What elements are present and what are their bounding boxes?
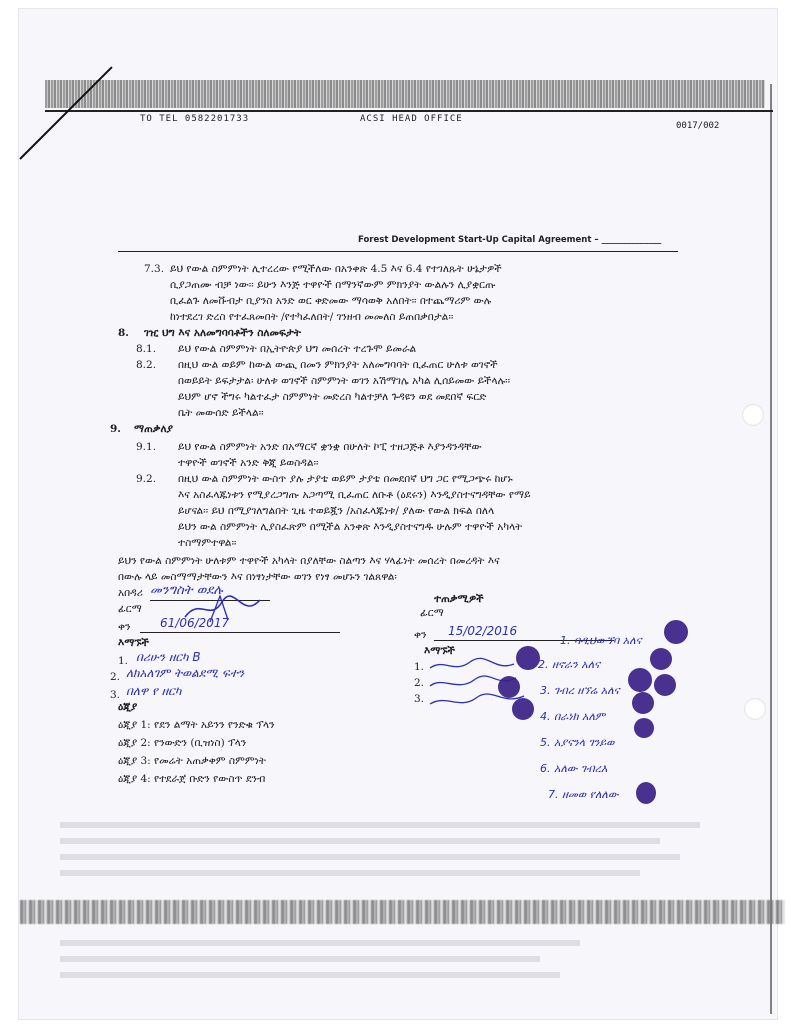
borrowers-sign-label: ፊርማ <box>420 607 444 619</box>
annex-item: ዕጂያ 4: የተደራጀ ቡድን የውስጥ ደንብ <box>118 773 266 785</box>
borrower-name: 2. ዘኖራን አለና <box>538 658 600 671</box>
lender-sign-label: ፊርማ <box>118 603 142 615</box>
clause-9-2-line: በዚህ ውል ስምምነት ውስጥ ያሉ ታያቴ ወይም ታያቴ በመደበኛ ህግ ጋር የሚጋጭሩ ከሆኑ <box>178 473 513 485</box>
bleed-through-line <box>60 854 680 860</box>
clause-7-3-line: ከነተደረገ ድረስ የተፈጸመበት /የተካፈለበት/ ገንዘብ መመለስ ይጠበቃበታል፡፡ <box>170 311 454 323</box>
borrowers-handwritten-date: 15/02/2016 <box>448 624 518 638</box>
header-rule <box>118 251 678 252</box>
fingerprint-stamp <box>632 692 654 714</box>
fax-header-rule <box>45 110 773 112</box>
section-8-title: ገዢ ህግ እና አለመግባባቶችን ስለመፍታት <box>144 327 301 339</box>
clause-9-2-line: ተስማምተዋል፡፡ <box>178 537 237 549</box>
clause-9-1-line: ይህ የውል ስምምነት አንድ በአማርኛ ቋንቋ በሁለት ኮፒ ተዘጋጅቶ እያንዳንዳቸው <box>178 441 482 453</box>
fingerprint-stamp <box>634 718 654 738</box>
running-head: Forest Development Start-Up Capital Agreement – ______________ <box>358 235 662 245</box>
punch-hole <box>742 404 764 426</box>
clause-8-2-line: ቤት መውሰድ ይችላል፡፡ <box>178 407 264 419</box>
fax-office: ACSI HEAD OFFICE <box>360 114 463 124</box>
lender-witness-number: 3. <box>110 689 121 701</box>
fingerprint-stamp <box>650 648 672 670</box>
borrower-name: 5. አያናንላ ገንይወ <box>540 736 615 749</box>
borrowers-witnesses-label: እማኙች <box>424 645 455 657</box>
punch-hole <box>744 698 766 720</box>
fingerprint-stamp <box>664 620 688 644</box>
borrowers-witness-number: 1. <box>414 661 425 673</box>
fingerprint-stamp <box>636 782 656 804</box>
clause-8-2-line: በወይይት ይፍታታል፡ ሁለቱ ወገኖች ስምምነት ወገን አሽማገሌ አካል ሊሰይመው ይችላሉ፡፡ <box>178 375 511 387</box>
closing-line: ይህን የውል ስምምነት ሁለቱም ተዋዮች አካላት በያለቸው ስልጣን እና ሃላፊነት መሰረት በመረዳት እና <box>118 555 500 567</box>
fingerprint-stamp <box>512 698 534 720</box>
fingerprint-stamp <box>498 676 520 698</box>
borrower-name: 3. ገብረ ዘኘሬ አለና <box>540 684 620 697</box>
clause-7-3-number: 7.3. <box>144 263 165 275</box>
bleed-through-line <box>60 956 540 962</box>
lender-role-label: አበዳሪ <box>118 587 143 599</box>
section-8-number: 8. <box>118 327 129 339</box>
lender-witnesses-label: እማኙች <box>118 637 149 649</box>
lender-witness-name: በለዋ የ ዘርካ <box>126 684 182 698</box>
bleed-through-line <box>60 870 640 876</box>
bleed-through-line <box>60 822 700 828</box>
borrowers-witness-number: 3. <box>414 693 425 705</box>
fax-to-tel: TO TEL 0582201733 <box>140 114 250 124</box>
annexes-title: ዕጂያ <box>118 701 138 713</box>
borrowers-witness-number: 2. <box>414 677 425 689</box>
clause-8-1-text: ይህ የውል ስምምነት በኢትዮጵያ ህግ መሰረት ተረጉሞ ይመራል <box>178 343 417 355</box>
bleed-through-line <box>60 838 660 844</box>
clause-7-3-line: ቢፈልጉ ለመቩብታ ቢያንስ አንድ ወር ቀድመው ማሳወቅ አለበት፡፡ በተጨማሪም ውሉ <box>170 295 492 307</box>
clause-9-1-number: 9.1. <box>136 441 157 453</box>
lender-witness-number: 2. <box>110 671 121 683</box>
bleed-through-line <box>60 940 580 946</box>
lender-witness-name: ለክአለገም ትወልደሚ ፍተን <box>126 666 245 680</box>
borrower-name: 1. ባዲህውኘባ አለና <box>560 634 642 647</box>
closing-line: በውሉ ላይ መስማማታቸውን እና በነፃነታቸው ወገን የነፃ መሆኑን ገልጸዋል፡ <box>118 571 397 583</box>
clause-9-2-number: 9.2. <box>136 473 157 485</box>
lender-witness-number: 1. <box>118 655 129 667</box>
fingerprint-stamp <box>516 646 540 670</box>
clause-8-2-line: በዚህ ውል ወይም ከውል ውጪ በመን ምክንያት አለመግባባት ቢፈጠር ሁለቱ ወገኖች <box>178 359 498 371</box>
clause-7-3-line: ሲያጋጠሙ ብቻ ነው፡፡ ይሁን እንጅ ተዋዮች በማንኛውም ምክንያት ውልሉን ሊያቋርጡ <box>170 279 496 291</box>
fax-header-noise <box>45 80 765 108</box>
lender-handwritten-date: 61/06/2017 <box>160 616 230 630</box>
bleed-through-line <box>60 972 560 978</box>
clause-8-2-number: 8.2. <box>136 359 157 371</box>
section-9-number: 9. <box>110 423 121 435</box>
section-9-title: ማጠቃለያ <box>134 423 174 435</box>
annex-item: ዕጂያ 1: የደን ልማት አይንን የንድቁ ፕላን <box>118 719 275 731</box>
clause-7-3-line: ይህ የውል ስምምነት ሊተረረው የሚችለው በአንቀጽ 4.5 እና 6.4 የተገለጹት ሁኔታዎች <box>170 263 502 275</box>
borrower-name: 7. ዘመወ የለለው <box>548 788 619 801</box>
fingerprint-stamp <box>628 668 652 692</box>
fax-page-number: 0017/002 <box>676 121 720 131</box>
lender-witness-name: በሪሁን ዘርካ B <box>136 650 201 664</box>
clause-9-2-line: ይህን ውል ስምምነት ሊያስፈጽም በሚችል አንቀጽ እንዲያስተናግዱ ሁሉም ተዋዮች አካላት <box>178 521 523 533</box>
borrowers-date-label: ቀን <box>414 629 427 641</box>
clause-8-2-line: ይህም ሆኖ ችግሩ ካልተፈታ ስምምነት መድረስ ካልተቻለ ጉዳዩን ወደ መደበኛ ፍርድ <box>178 391 487 403</box>
clause-9-1-line: ተዋዮች ወገኖች አንድ ቅጂ ይወስዳል፡፡ <box>178 457 319 469</box>
clause-9-2-line: ይሆናል፡፡ ይህ በሚያገለግልበት ጊዜ ተወይጇን /አስፈላጁነቱ/ ያለው የውል ክፍል በለላ <box>178 505 495 517</box>
annex-item: ዕጂያ 2: የንውድን (ቢዝነስ) ፕላን <box>118 737 247 749</box>
lender-date-line <box>140 632 340 633</box>
annex-item: ዕጂያ 3: የመሬት አጠቃቀም ስምምነት <box>118 755 266 767</box>
lender-handwritten-name: መንግስት ወደሉ <box>150 583 223 598</box>
borrower-name: 4. በራነክ አለም <box>540 710 606 723</box>
scan-noise-band <box>20 900 785 924</box>
fingerprint-stamp <box>654 674 676 696</box>
lender-date-label: ቀን <box>118 621 131 633</box>
borrowers-role-label: ተጠቃሚዎች <box>434 593 484 605</box>
clause-9-2-line: እና አስፈላጁነቱን የሚያረጋግጡ አጋጣሚ ቢፈጠር ለቡቶ (ዕደሩን) እንዲያስተናግዳቸው የማይ <box>178 489 531 501</box>
borrower-name: 6. አለው ገብረእ <box>540 762 608 775</box>
page-edge <box>770 84 772 1014</box>
clause-8-1-number: 8.1. <box>136 343 157 355</box>
